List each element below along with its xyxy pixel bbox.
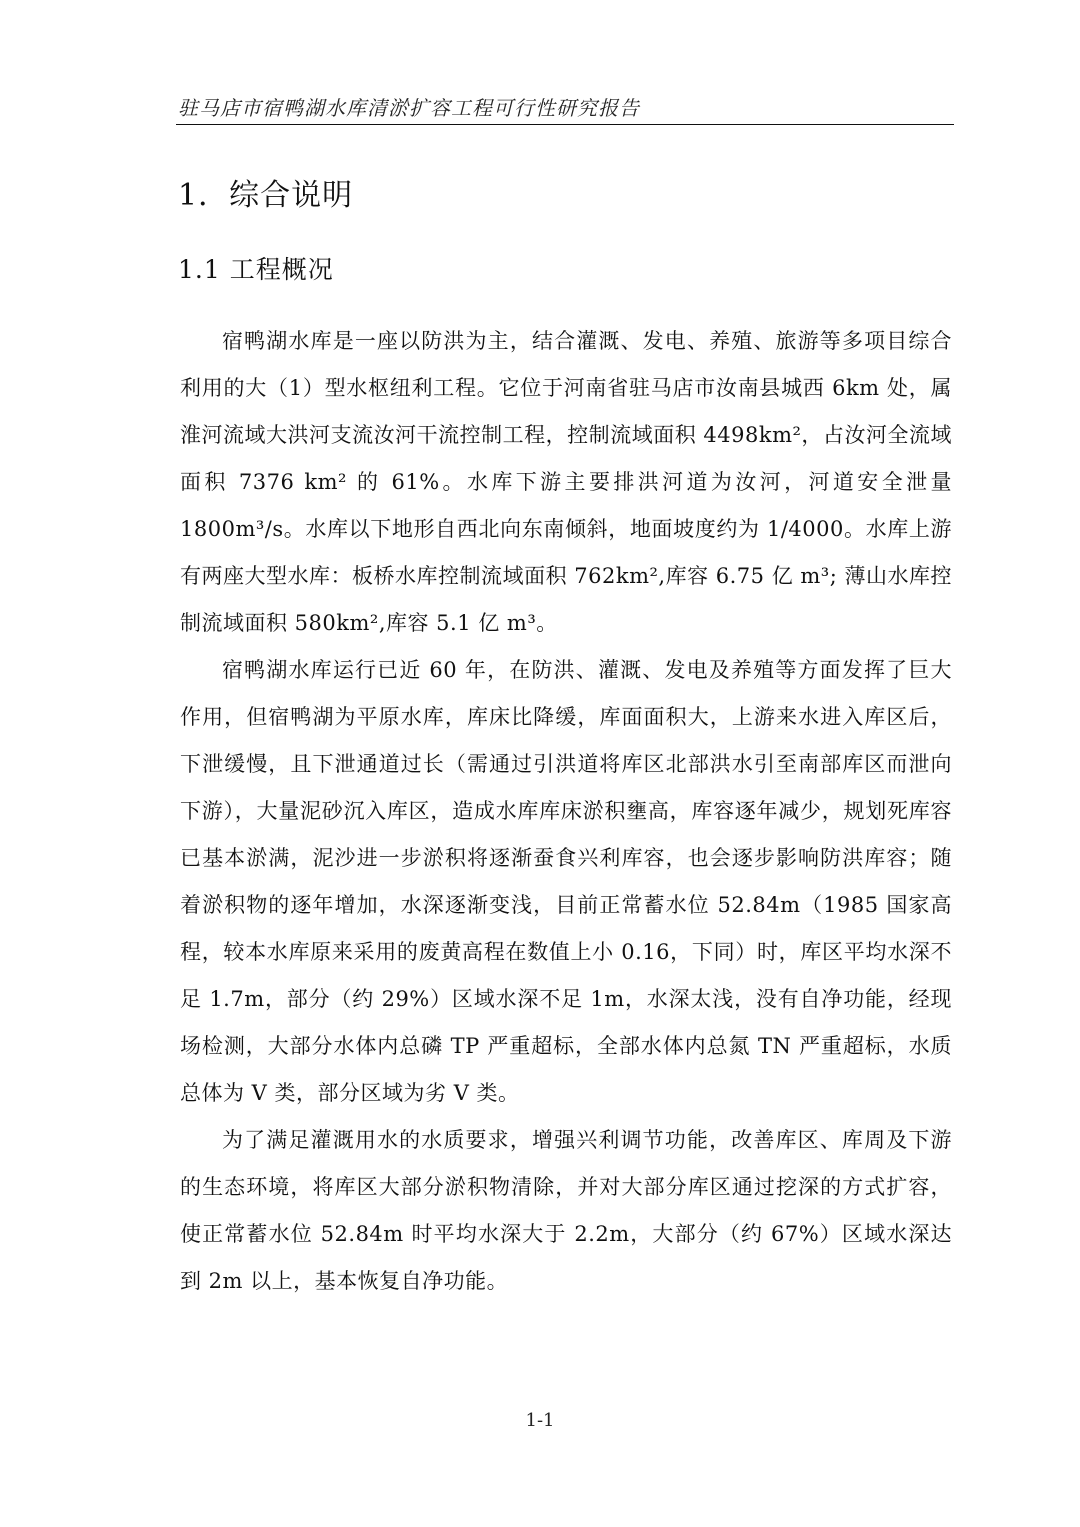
paragraph: 为了满足灌溉用水的水质要求，增强兴利调节功能，改善库区、库周及下游的生态环境，将库区大部分淤积物清除，并对大部分库区通过挖深的方式扩容，使正常蓄水位 52.84m 时平均水深大于 2.2m，大部分（约 67%）区域水深达到 2m 以上，基本恢复自净功能。	[180, 1128, 952, 1293]
paragraph: 宿鸭湖水库是一座以防洪为主，结合灌溉、发电、养殖、旅游等多项目综合利用的大（1）型水枢纽利工程。它位于河南省驻马店市汝南县城西 6km 处，属淮河流域大洪河支流汝河干流控制工程，控制流域面积 4498km²，占汝河全流域面积 7376 km² 的 61%。水库下游主要排洪河道为汝河，河道安全泄量 1800m³/s。水库以下地形自西北向东南倾斜，地面坡度约为 1/4000。水库上游有两座大型水库：板桥水库控制流域面积 762km²,库容 6.75 亿 m³; 薄山水库控制流域面积 580km²,库容 5.1 亿 m³。	[180, 329, 952, 635]
running-header: 驻马店市宿鸭湖水库清淤扩容工程可行性研究报告	[178, 96, 640, 120]
paragraph: 宿鸭湖水库运行已近 60 年，在防洪、灌溉、发电及养殖等方面发挥了巨大作用，但宿鸭湖为平原水库，库床比降缓，库面面积大，上游来水进入库区后，下泄缓慢，且下泄通道过长（需通过引洪道将库区北部洪水引至南部库区而泄向下游），大量泥砂沉入库区，造成水库库床淤积壅高，库容逐年减少，规划死库容已基本淤满，泥沙进一步淤积将逐渐蚕食兴利库容，也会逐步影响防洪库容；随着淤积物的逐年增加，水深逐渐变浅，目前正常蓄水位 52.84m（1985 国家高程，较本水库原来采用的废黄高程在数值上小 0.16，下同）时，库区平均水深不足 1.7m，部分（约 29%）区域水深不足 1m，水深太浅，没有自净功能，经现场检测，大部分水体内总磷 TP 严重超标，全部水体内总氮 TN 严重超标，水质总体为 V 类，部分区域为劣 V 类。	[180, 658, 952, 1105]
page-number: 1-1	[525, 1410, 555, 1431]
section-title: 1.1 工程概况	[178, 255, 334, 284]
chapter-title: 1．综合说明	[178, 178, 354, 213]
body-text	[180, 318, 952, 1305]
header-divider	[176, 124, 954, 125]
